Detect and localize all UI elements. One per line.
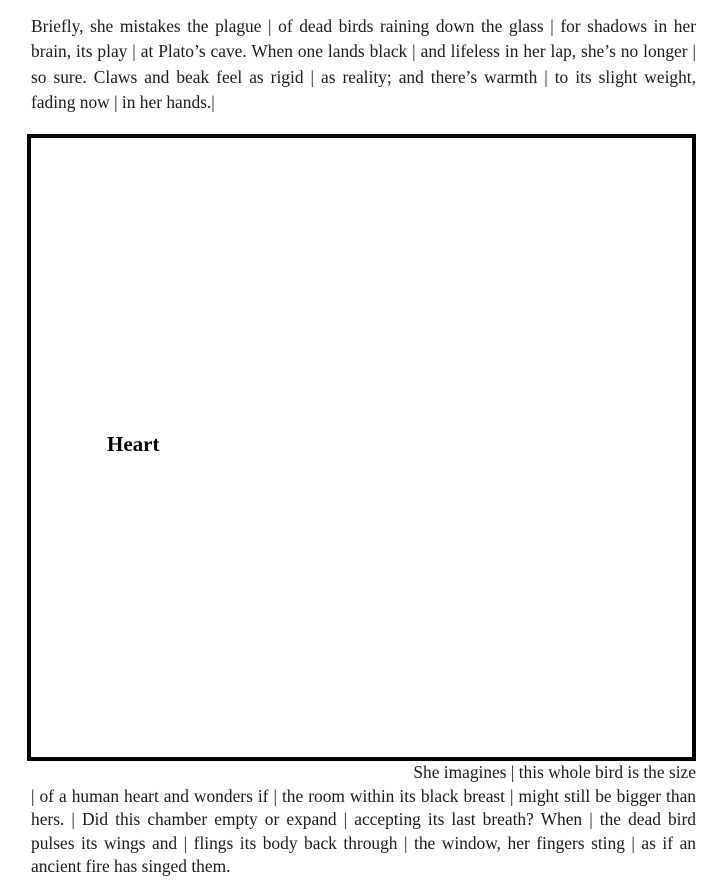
bottom-stanza <box>31 761 696 879</box>
bottom-stanza-first-line: She imagines | this whole bird is the size <box>413 762 696 782</box>
top-stanza: Briefly, she mistakes the plague | of dead birds raining down the glass | for shadows in her brain, its play | at Plato’s cave. When one lands black | and lifeless in her lap, she’s no longer | so sure. Claws and beak feel as rigid | as reality; and there’s warmth | to its slight weight, fading now | in her hands.| <box>31 16 696 112</box>
heart-frame <box>27 134 696 761</box>
bottom-stanza-body: | of a human heart and wonders if | the room within its black breast | might still be bigger than hers. | Did this chamber empty or expand | accepting its last breath? When | the dead bird pulses its wings and | flings its body back through | the window, her fingers sting | as if an ancient fire has singed them. <box>31 785 696 877</box>
frame-title: Heart <box>107 432 160 456</box>
